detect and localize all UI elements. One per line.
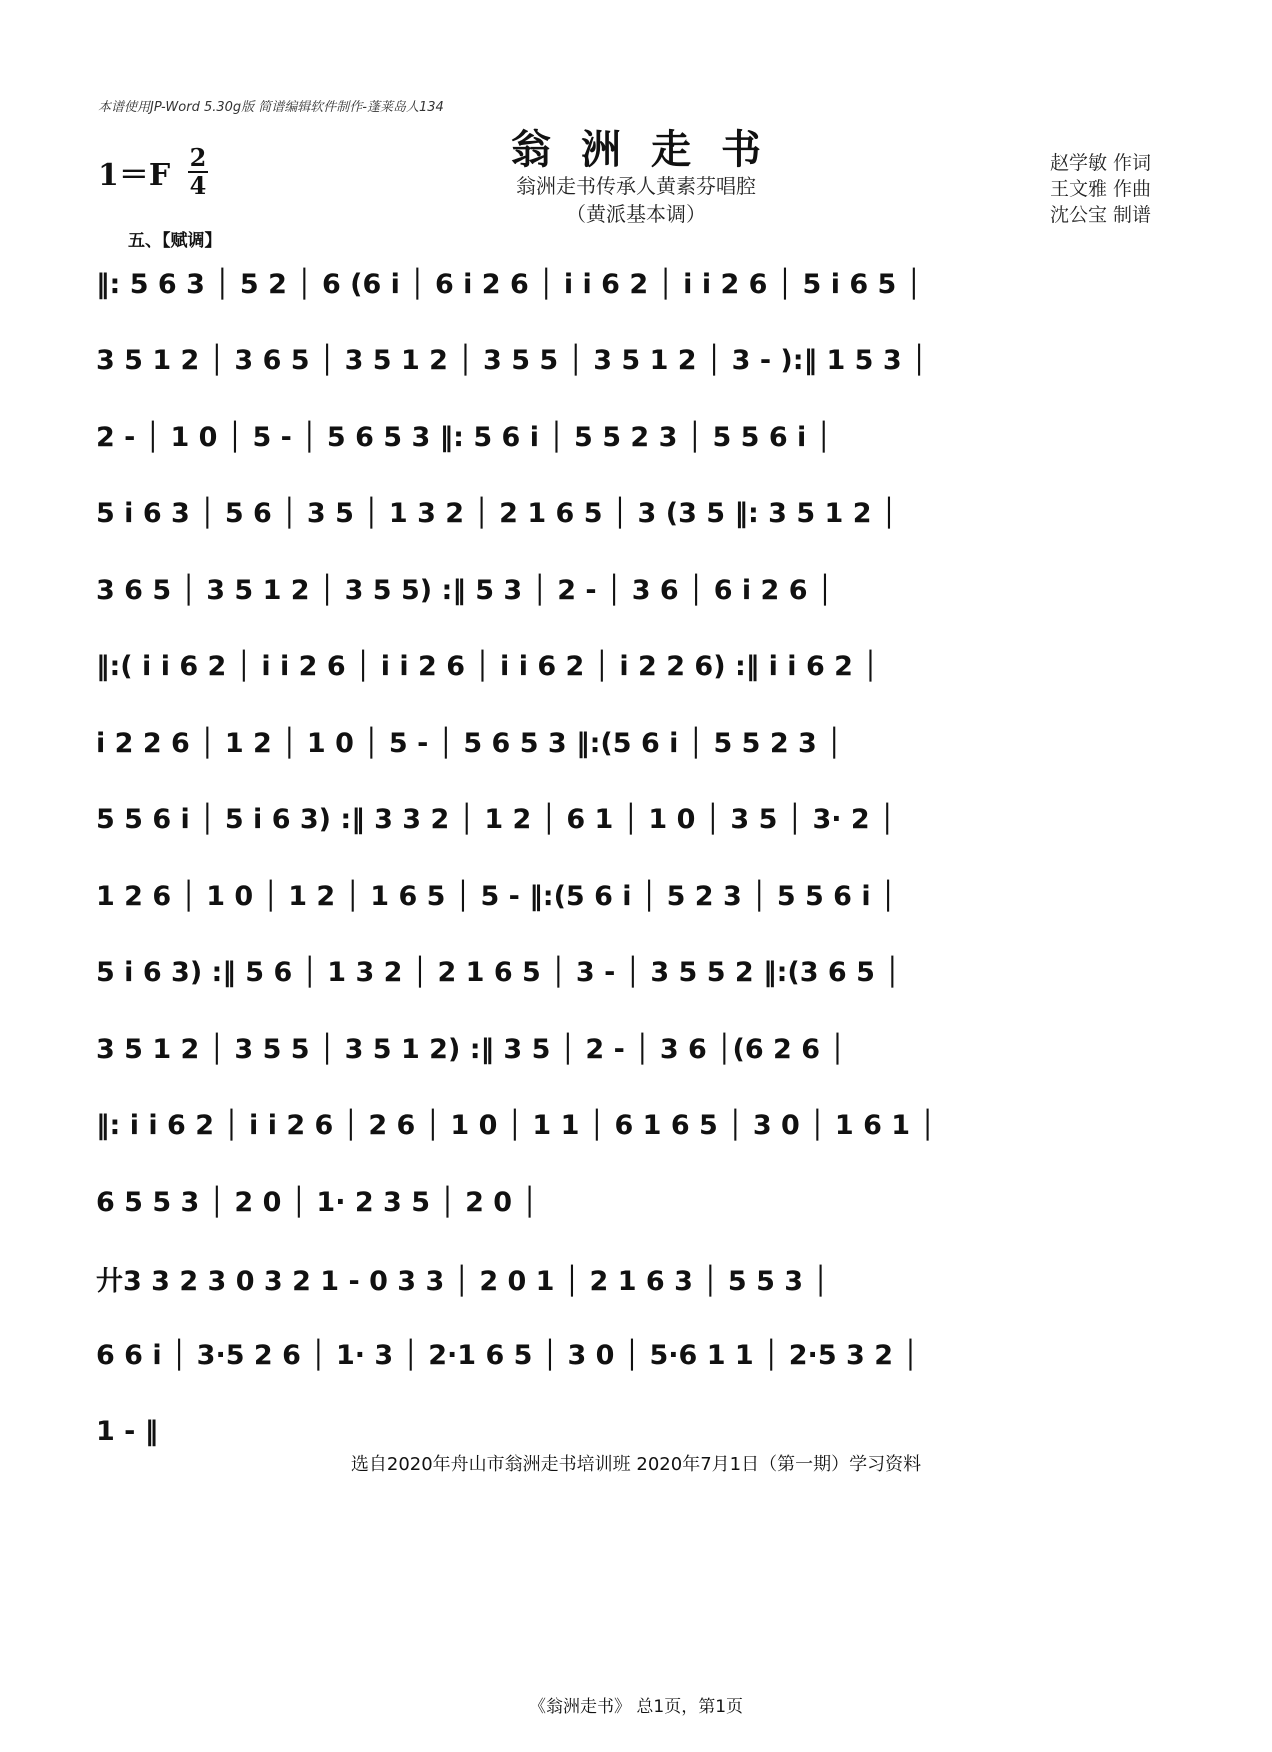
- credits: [1050, 150, 1151, 228]
- score-line: 6 5 5 3 │ 2 0 │ 1· 2 3 5 │ 2 0 │: [96, 1186, 538, 1218]
- lyricist-credit: 赵学敏 作词: [1050, 152, 1152, 174]
- score-subtitle-style: （黄派基本调）: [566, 202, 706, 226]
- score-line: 1 - ‖: [96, 1416, 159, 1447]
- score-line: 5 5 6 i │ 5 i 6 3) :‖ 3 3 2 │ 1 2 │ 6 1 │ 1 0 │ 3 5 │ 3· 2 │: [96, 804, 896, 835]
- key-signature: 1＝F: [98, 158, 171, 193]
- transcriber-credit: 沈公宝 制谱: [1050, 204, 1152, 226]
- score-line: 5 i 6 3) :‖ 5 6 │ 1 3 2 │ 2 1 6 5 │ 3 - │ 3 5 5 2 ‖:(3 6 5 │: [96, 957, 901, 988]
- score-line: 3 5 1 2 │ 3 5 5 │ 3 5 1 2) :‖ 3 5 │ 2 - │ 3 6 │(6 2 6 │: [96, 1033, 846, 1065]
- score-line: 3 5 1 2 │ 3 6 5 │ 3 5 1 2 │ 3 5 5 │ 3 5 1 2 │ 3 - ):‖ 1 5 3 │: [96, 345, 928, 376]
- score-title: 翁洲走书: [511, 126, 791, 173]
- score-line: 6 6 i │ 3·5 2 6 │ 1· 3 │ 2·1 6 5 │ 3 0 │ 5·6 1 1 │ 2·5 3 2 │: [96, 1339, 919, 1371]
- score-line: ‖: 5 6 3 │ 5 2 │ 6 (6 i │ 6 i 2 6 │ i i 6 2 │ i i 2 6 │ 5 i 6 5 │: [96, 268, 922, 300]
- score-line: 1 2 6 │ 1 0 │ 1 2 │ 1 6 5 │ 5 - ‖:(5 6 i │ 5 2 3 │ 5 5 6 i │: [96, 880, 897, 912]
- score-line: ‖: i i 6 2 │ i i 2 6 │ 2 6 │ 1 0 │ 1 1 │ 6 1 6 5 │ 3 0 │ 1 6 1 │: [96, 1110, 936, 1141]
- software-note: 本谱使用JP-Word 5.30g版 简谱编辑软件制作-蓬莱岛人134: [98, 100, 444, 115]
- score-line: 2 - │ 1 0 │ 5 - │ 5 6 5 3 ‖: 5 6 i │ 5 5 2 3 │ 5 5 6 i │: [96, 421, 832, 453]
- score-subtitle: 翁洲走书传承人黄素芬唱腔: [516, 174, 756, 198]
- section-label: 五、【赋调】: [128, 231, 222, 251]
- score-line: 廾3 3 2 3 0 3 2 1 - 0 3 3 │ 2 0 1 │ 2 1 6 3 │ 5 5 3 │: [96, 1266, 829, 1297]
- score-line: i 2 2 6 │ 1 2 │ 1 0 │ 5 - │ 5 6 5 3 ‖:(5 6 i │ 5 5 2 3 │: [96, 727, 843, 759]
- score-line: 5 i 6 3 │ 5 6 │ 3 5 │ 1 3 2 │ 2 1 6 5 │ 3 (3 5 ‖: 3 5 1 2 │: [96, 498, 898, 529]
- score-line: 3 6 5 │ 3 5 1 2 │ 3 5 5) :‖ 5 3 │ 2 - │ 3 6 │ 6 i 2 6 │: [96, 574, 834, 606]
- composer-credit: 王文雅 作曲: [1050, 178, 1152, 200]
- page-footer: 《翁洲走书》 总1页，第1页: [528, 1697, 744, 1717]
- source-note: 选自2020年舟山市翁洲走书培训班 2020年7月1日（第一期）学习资料: [350, 1454, 922, 1475]
- time-signature-bottom: 4: [189, 171, 207, 200]
- score-line: ‖:( i i 6 2 │ i i 2 6 │ i i 2 6 │ i i 6 2 │ i 2 2 6) :‖ i i 6 2 │: [96, 651, 879, 682]
- time-signature-top: 2: [189, 143, 207, 172]
